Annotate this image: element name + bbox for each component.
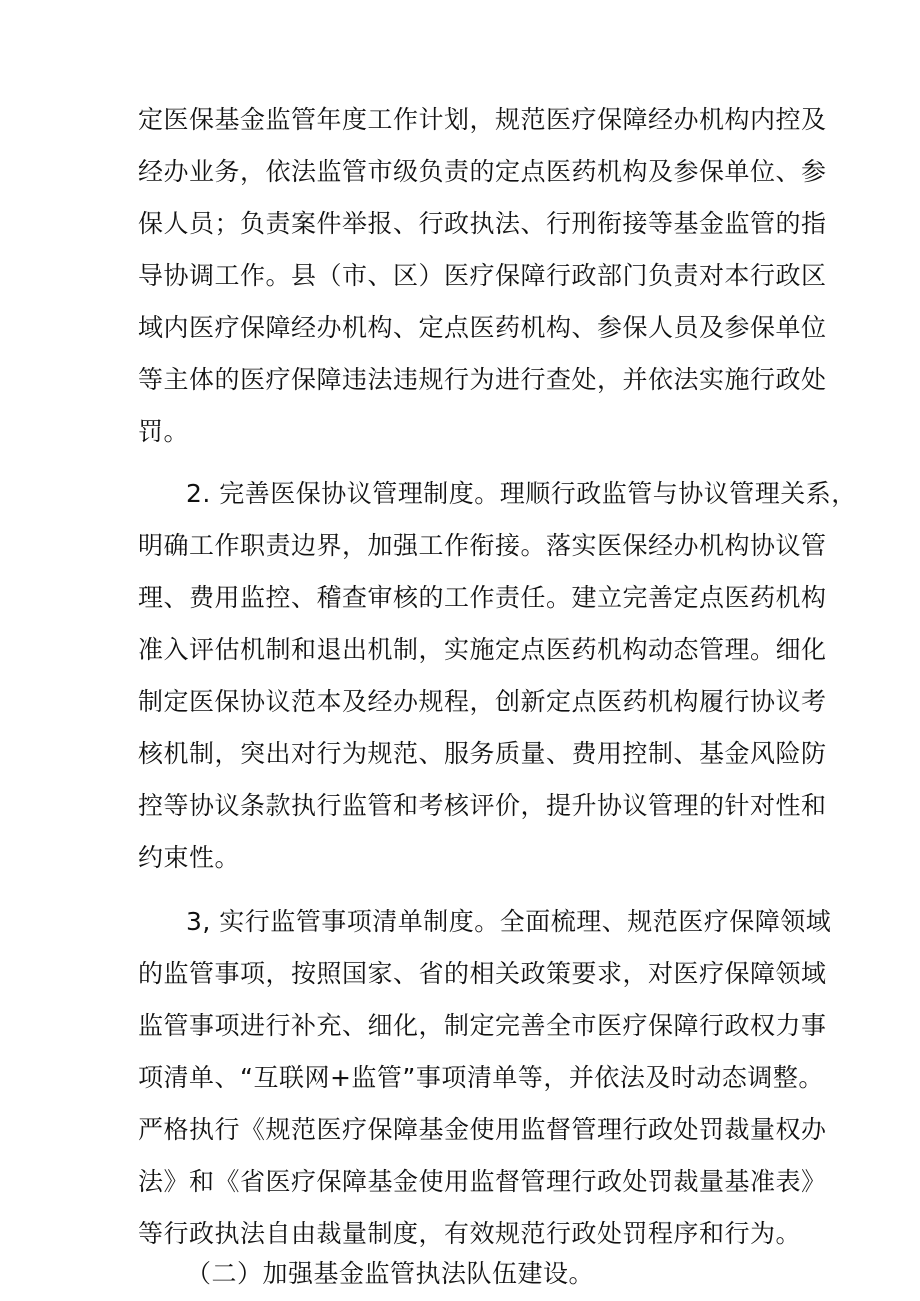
text-line: 导协调工作。县（市、区）医疗保障行政部门负责对本行政区 [138,261,827,290]
text-line: 理、费用监控、稽查审核的工作责任。建立完善定点医药机构 [138,583,827,612]
paragraph-2-start: 2. 完善医保协议管理制度。理顺行政监管与协议管理关系， [186,479,857,508]
text-line: 明确工作职责边界，加强工作衔接。落实医保经办机构协议管 [138,531,827,560]
text-line: 罚。 [138,417,190,446]
text-line: 等行政执法自由裁量制度，有效规范行政处罚程序和行为。 [138,1219,802,1248]
paragraph-3-start: 3, 实行监管事项清单制度。全面梳理、规范医疗保障领域 [186,907,832,936]
text-line: 严格执行《规范医疗保障基金使用监督管理行政处罚裁量权办 [138,1115,827,1144]
text-line: 项清单、“互联网+监管”事项清单等，并依法及时动态调整。 [138,1063,824,1092]
text-line: 的监管事项，按照国家、省的相关政策要求，对医疗保障领域 [138,959,827,988]
text-line: 准入评估机制和退出机制，实施定点医药机构动态管理。细化 [138,635,827,664]
section-heading: （二）加强基金监管执法队伍建设。 [186,1259,595,1288]
text-line: 监管事项进行补充、细化，制定完善全市医疗保障行政权力事 [138,1011,827,1040]
text-line: 保人员；负责案件举报、行政执法、行刑衔接等基金监管的指 [138,209,827,238]
text-line: 核机制，突出对行为规范、服务质量、费用控制、基金风险防 [138,739,827,768]
text-line: 控等协议条款执行监管和考核评价，提升协议管理的针对性和 [138,791,827,820]
text-line: 约束性。 [138,843,241,872]
text-line: 域内医疗保障经办机构、定点医药机构、参保人员及参保单位 [138,313,827,342]
text-line: 定医保基金监管年度工作计划，规范医疗保障经办机构内控及 [138,105,827,134]
text-line: 经办业务，依法监管市级负责的定点医药机构及参保单位、参 [138,157,827,186]
text-line: 等主体的医疗保障违法违规行为进行查处，并依法实施行政处 [138,365,827,394]
text-line: 制定医保协议范本及经办规程，创新定点医药机构履行协议考 [138,687,827,716]
text-line: 法》和《省医疗保障基金使用监督管理行政处罚裁量基准表》 [138,1167,827,1196]
